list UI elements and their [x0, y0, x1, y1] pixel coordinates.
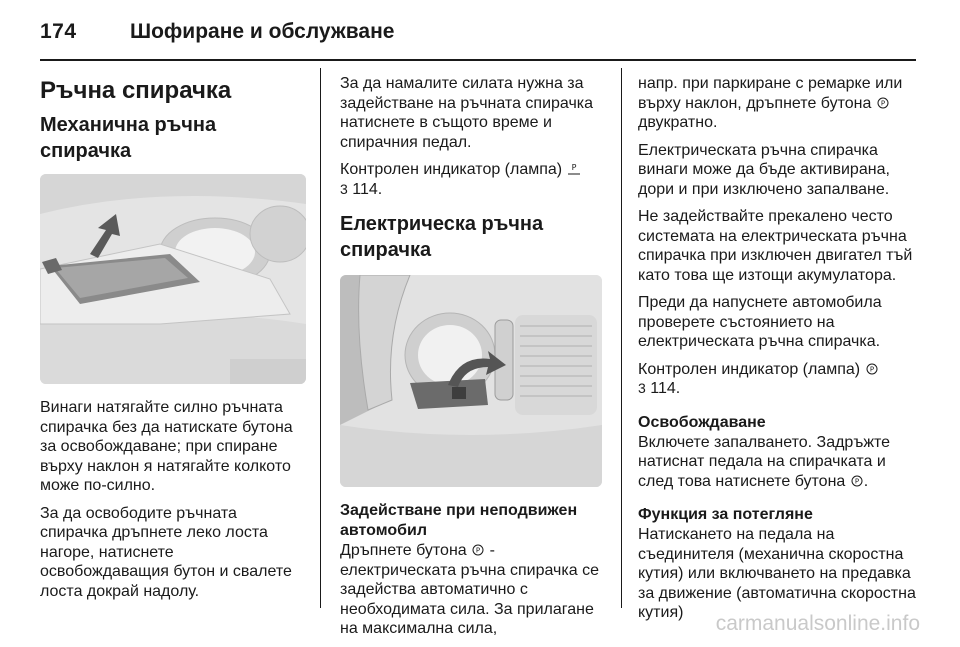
- section-title: Ръчна спирачка: [40, 77, 232, 104]
- subheading: Функция за потегляне: [638, 506, 813, 523]
- svg-text:P: P: [854, 477, 859, 485]
- page-ref-arrow-icon: 3: [638, 380, 646, 396]
- electric-parking-brake-illustration: [340, 275, 602, 487]
- page-ref-number: 114.: [650, 380, 681, 397]
- column-divider-2: [621, 68, 622, 608]
- page-header: [40, 14, 916, 54]
- paragraph: Електрическата ръчна спирачка винаги може да бъде активирана, дори и при изключено запалване.: [638, 141, 890, 198]
- svg-text:P: P: [571, 163, 577, 172]
- paragraph: Преди да напуснете автомобила проверете състоянието на електрическата ръчна спирачка.: [638, 294, 882, 350]
- subsection-title: Електрическа ръчна спирачка: [340, 213, 544, 261]
- header-divider: [40, 59, 916, 61]
- epb-button-icon: [850, 474, 864, 488]
- paragraph-text: напр. при паркиране с ремарке или върху наклон, дръпнете бутона: [638, 75, 903, 112]
- page-ref-arrow-icon: 3: [340, 180, 348, 197]
- paragraph-text: .: [863, 472, 869, 490]
- page-ref-number: 114.: [352, 180, 383, 198]
- paragraph: Винаги натягайте силно ръчната спирачка без да натискате бутона за освобождаване; при спиране върху наклон я натягайте колкото може по-силно.: [40, 399, 293, 494]
- epb-button-icon: [471, 543, 485, 557]
- indicator-line: [340, 160, 602, 180]
- indicator-label: Контролен индикатор (лампа): [638, 360, 861, 378]
- column-divider-1: [320, 68, 321, 608]
- subsection-title: Механична ръчна спирачка: [40, 114, 217, 162]
- epb-button-icon: [876, 96, 890, 110]
- paragraph: Не задействайте прекалено често системата на електрическата ръчна спирачка при изключен двигател тъй като това ще изтощи акумулатора.: [638, 208, 913, 284]
- paragraph-text: - електрическата ръчна спирачка се задейства автоматично с необходимата сила. За прилагане на максимална сила,: [340, 542, 599, 637]
- page-reference: [340, 180, 602, 200]
- chapter-title: Шофиране и обслужване: [130, 20, 395, 43]
- parking-brake-lamp-icon: [567, 162, 581, 176]
- subheading: Освобождаване: [638, 413, 766, 431]
- paragraph-text: Дръпнете бутона: [340, 542, 467, 559]
- column-3: [638, 66, 918, 631]
- page-reference: [638, 379, 918, 399]
- paragraph: Натискането на педала на съединителя (механична скоростна кутия) или включването на предавка за движение (автоматична скоростна кутия): [638, 526, 916, 621]
- watermark: carmanualsonline.info: [715, 612, 920, 635]
- subheading: Задействане при неподвижен автомобил: [340, 502, 578, 539]
- paragraph-text: двукратно.: [638, 114, 718, 131]
- paragraph: [638, 433, 918, 492]
- paragraph: [638, 74, 918, 133]
- svg-text:P: P: [869, 365, 874, 373]
- epb-lamp-icon: [865, 362, 879, 376]
- handbrake-lever-illustration: [40, 174, 306, 384]
- indicator-line: [638, 360, 918, 380]
- paragraph: [340, 541, 602, 639]
- column-1: [40, 66, 306, 609]
- svg-text:P: P: [476, 546, 481, 555]
- paragraph: За да намалите силата нужна за задействане на ръчната спирачка натиснете в същото време и спирачния педал.: [340, 75, 594, 151]
- paragraph: За да освободите ръчната спирачка дръпнете леко лоста нагоре, натиснете освобождаващия бутон и свалете лоста докрай надолу.: [40, 504, 292, 600]
- indicator-label: Контролен индикатор (лампа): [340, 161, 563, 178]
- column-2: [340, 66, 602, 647]
- svg-text:P: P: [880, 99, 885, 107]
- page-number: 174: [40, 20, 77, 43]
- paragraph-text: Включете запалването. Задръжте натиснат педала на спирачката и след това натиснете бутона: [638, 433, 891, 490]
